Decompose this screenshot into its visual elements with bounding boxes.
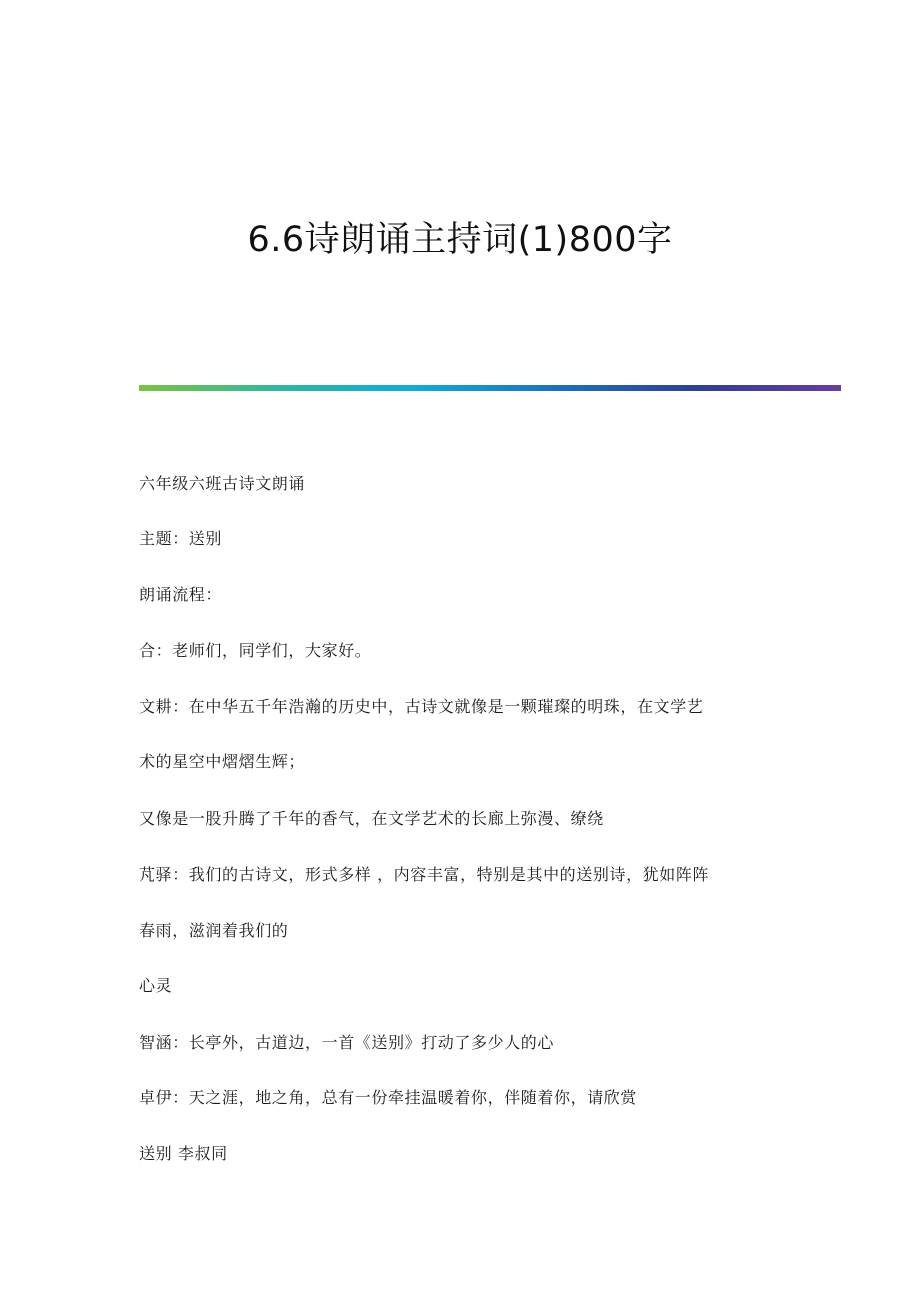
body-line: 智涵：长亭外，古道边，一首《送别》打动了多少人的心 [139,1033,555,1052]
body-line: 合：老师们，同学们，大家好。 [139,641,372,660]
body-line: 芃驿：我们的古诗文，形式多样 ，内容丰富，特别是其中的送别诗，犹如阵阵 [139,865,710,884]
body-line: 文耕：在中华五千年浩瀚的历史中，古诗文就像是一颗璀璨的明珠，在文学艺 [139,697,704,716]
body-line: 主题：送别 [139,529,223,548]
document-title: 6.6诗朗诵主持词(1)800字 [247,220,673,260]
title-divider [139,385,841,391]
body-line: 又像是一股升腾了千年的香气，在文学艺术的长廊上弥漫、缭绕 [139,809,604,828]
body-line: 术的星空中熠熠生辉； [139,752,306,771]
body-line: 六年级六班古诗文朗诵 [139,474,306,493]
body-line: 春雨，滋润着我们的 [139,921,289,940]
body-line: 送别 李叔同 [139,1144,228,1163]
body-line: 心灵 [139,976,173,995]
body-line: 朗诵流程： [139,585,223,604]
body-line: 卓伊：天之涯，地之角，总有一份牵挂温暖着你，伴随着你，请欣赏 [139,1088,638,1107]
